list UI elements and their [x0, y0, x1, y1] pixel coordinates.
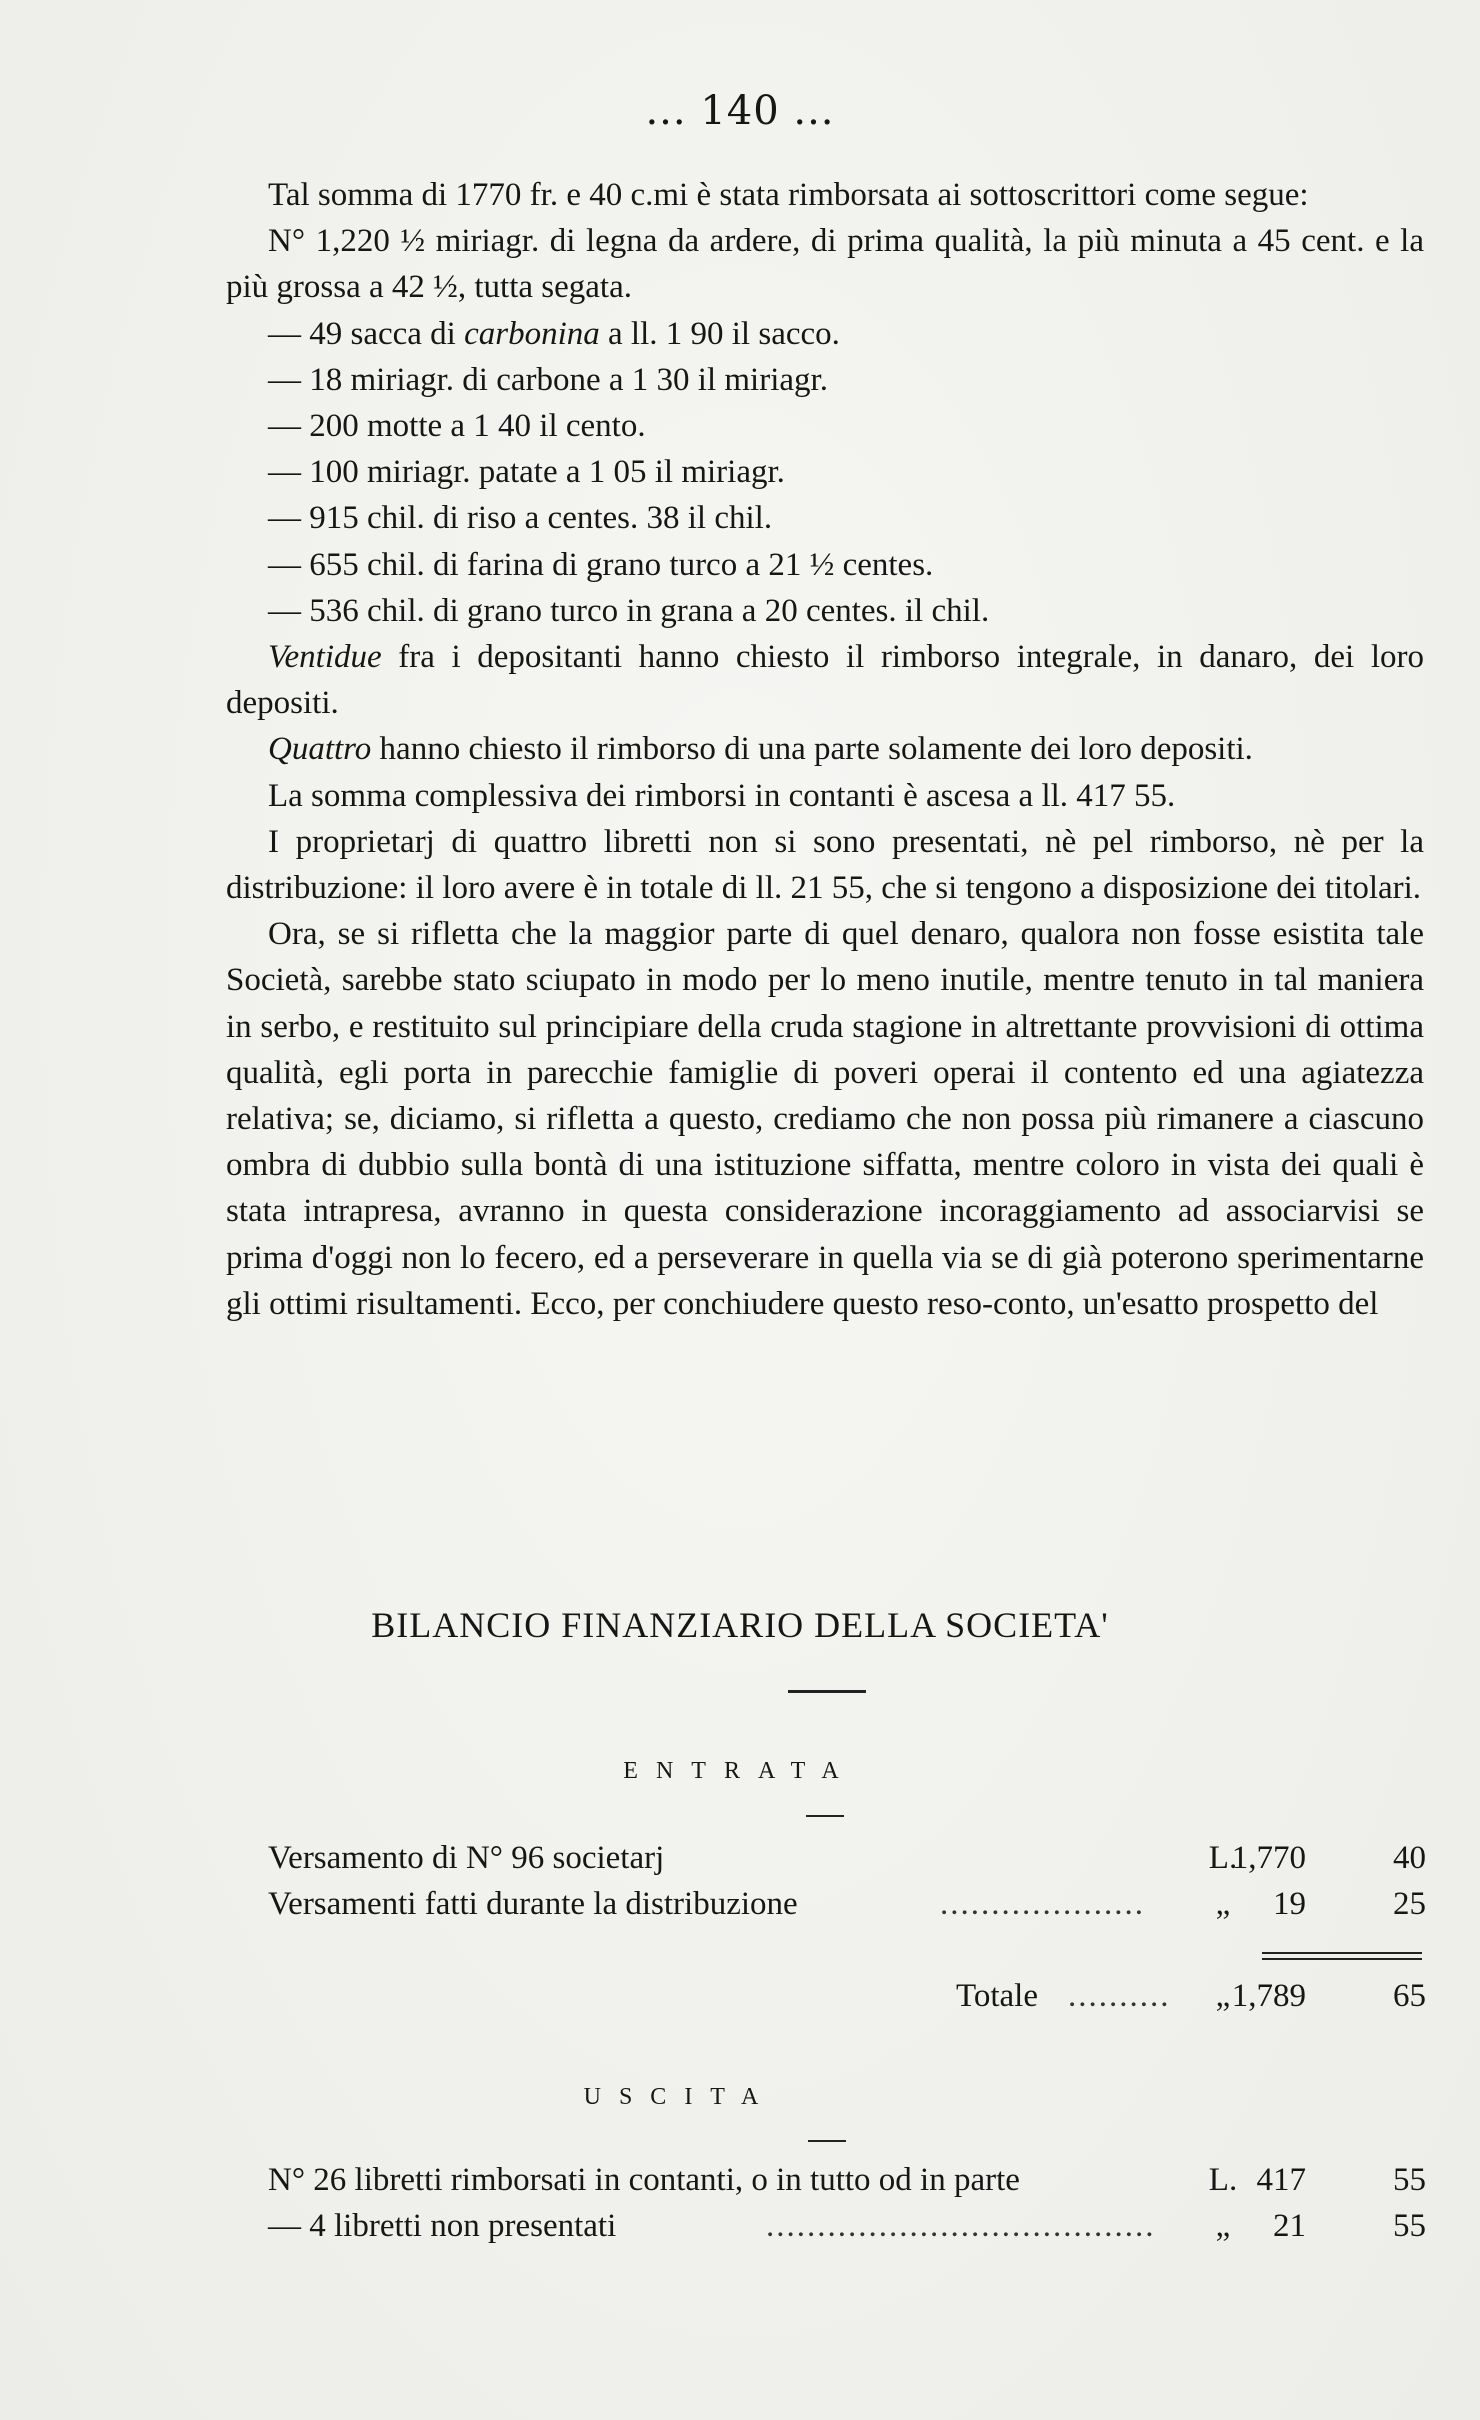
uscita-row-cent: 55 — [1393, 2162, 1426, 2198]
list-item-carbonina — [226, 311, 1424, 357]
paragraph-somma: La somma complessiva dei rimborsi in contanti è ascesa a ll. 417 55. — [268, 777, 1176, 814]
page-number-header: ... 140 ... — [645, 88, 835, 134]
uscita-row-currency: „ — [1215, 2208, 1231, 2244]
total-label: Totale — [956, 1978, 1038, 2014]
list-item-carbonina-suffix: a ll. 1 90 il sacco. — [599, 315, 840, 352]
entrata-row-distribuzione — [268, 1886, 1426, 1932]
entrata-row-versamento — [268, 1840, 1426, 1886]
paragraph-ventidue — [226, 634, 1424, 726]
title-rule — [788, 1690, 866, 1693]
entrata-rule — [806, 1815, 844, 1817]
entrata-row-lire: 1,770 — [1231, 1840, 1306, 1876]
list-item-farina: — 655 chil. di farina di grano turco a 21 ½ centes. — [268, 546, 934, 583]
paragraph-quattro — [226, 726, 1424, 772]
uscita-heading: USCITA — [583, 2084, 777, 2110]
paragraph-quattro-text: hanno chiesto il rimborso di una parte solamente dei loro depositi. — [371, 731, 1253, 768]
entrata-row-cent: 40 — [1393, 1840, 1426, 1876]
entrata-row-cent: 25 — [1393, 1886, 1426, 1922]
entrata-heading: ENTRATA — [623, 1758, 857, 1784]
total-rule-top — [1262, 1952, 1422, 1954]
entrata-row-currency: L. — [1208, 1840, 1238, 1876]
list-item-legna: N° 1,220 ½ miriagr. di legna da ardere, di prima qualità, la più minuta a 45 cent. e la più grossa a 42 ½, tutta segata. — [226, 223, 1424, 306]
bilancio-title: BILANCIO FINANZIARIO DELLA SOCIETA' — [371, 1605, 1109, 1645]
entrata-row-currency: „ — [1215, 1886, 1231, 1922]
list-item-patate: — 100 miriagr. patate a 1 05 il miriagr. — [268, 454, 785, 491]
body-text — [226, 172, 1424, 1327]
paragraph-ventidue-text: fra i depositanti hanno chiesto il rimborso integrale, in danaro, dei loro depositi. — [226, 639, 1424, 722]
list-item-carbone: — 18 miriagr. di carbone a 1 30 il miriagr. — [268, 361, 828, 398]
uscita-rule — [808, 2140, 846, 2142]
total-currency: „ — [1215, 1978, 1231, 2014]
uscita-row-label: N° 26 libretti rimborsati in contanti, o in tutto od in parte — [268, 2162, 1020, 2198]
paragraph-ora: Ora, se si rifletta che la maggior parte di quel denaro, qualora non fosse esistita tale Società, sarebbe stato sciupato in modo per lo meno inutile, mentre tenuto in tal maniera in serbo, e restituito sul principiare della cruda stagione in altrettante provvisioni di ottima qualità, egli porta in parecchie famiglie di poveri operai il contento ed una agiatezza relativa; se, diciamo, si rifletta a questo, crediamo che non possa più rimanere a ciascuno ombra di dubbio sulla bontà di una istituzione siffatta, mentre coloro in vista dei quali è stata intrapresa, avranno in questa considerazione incoraggiamento ad associarvisi se prima d'oggi non lo fecero, ed a perseverare in quella via se di già poterono sperimentarne gli ottimi risultamenti. Ecco, per conchiudere questo reso-conto, un'esatto prospetto del — [226, 916, 1424, 1322]
paragraph-intro: Tal somma di 1770 fr. e 40 c.mi è stata rimborsata ai sottoscrittori come segue: — [268, 177, 1309, 213]
paragraph-ventidue-lead: Ventidue — [268, 639, 382, 676]
entrata-row-label: Versamento di N° 96 societarj — [268, 1840, 665, 1876]
total-rule-bottom — [1262, 1958, 1422, 1960]
list-item-carbonina-word: carbonina — [464, 315, 600, 352]
uscita-row-dots: ...................................... — [766, 2208, 1156, 2244]
list-item-grano: — 536 chil. di grano turco in grana a 20 centes. il chil. — [268, 592, 990, 629]
uscita-row-lire: 417 — [1256, 2162, 1306, 2198]
list-item-carbonina-prefix: — 49 sacca di — [268, 315, 465, 352]
uscita-row-rimborsati — [268, 2162, 1426, 2208]
uscita-row-cent: 55 — [1393, 2208, 1426, 2244]
entrata-row-label: Versamenti fatti durante la distribuzione — [268, 1886, 798, 1922]
total-dots: .......... — [1068, 1978, 1171, 2014]
uscita-row-label: — 4 libretti non presentati — [268, 2208, 617, 2244]
list-item-riso: — 915 chil. di riso a centes. 38 il chil. — [268, 500, 773, 537]
total-lire: 1,789 — [1231, 1978, 1306, 2014]
entrata-row-dots: .................... — [940, 1886, 1145, 1922]
uscita-row-lire: 21 — [1273, 2208, 1306, 2244]
entrata-total-row — [268, 1978, 1426, 2024]
list-item-motte: — 200 motte a 1 40 il cento. — [268, 408, 646, 445]
paragraph-quattro-lead: Quattro — [268, 731, 372, 768]
entrata-row-lire: 19 — [1273, 1886, 1306, 1922]
uscita-row-non-presentati — [268, 2208, 1426, 2254]
total-cent: 65 — [1393, 1978, 1426, 2014]
uscita-row-currency: L. — [1208, 2162, 1238, 2198]
paragraph-proprietarj: I proprietarj di quattro libretti non si sono presentati, nè pel rimborso, nè per la distribuzione: il loro avere è in totale di ll. 21 55, che si tengono a disposizione dei titolari. — [226, 823, 1424, 907]
